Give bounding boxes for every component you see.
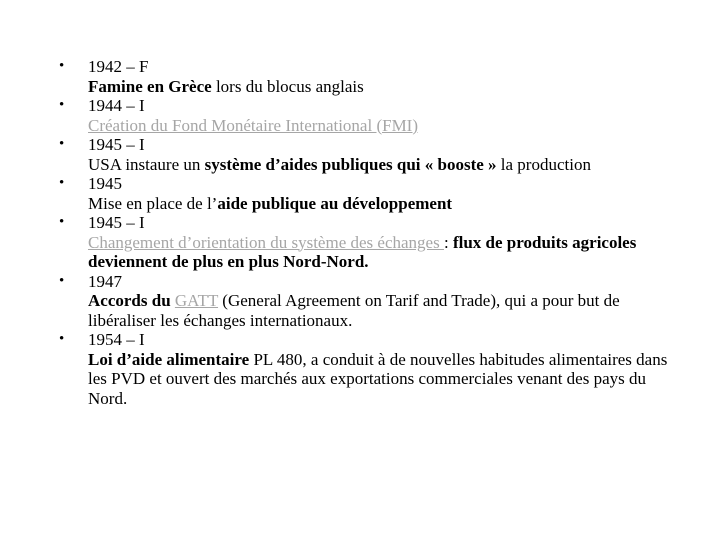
hyperlink[interactable]: GATT [174, 291, 219, 310]
timeline-date: 1944 – I [88, 96, 145, 115]
timeline-item [59, 96, 688, 135]
timeline-detail [88, 350, 688, 409]
plain-text: lors du blocus anglais [211, 76, 364, 96]
plain-text: la production [496, 154, 591, 174]
timeline-date: 1954 – I [88, 330, 145, 349]
bold-text: flux de produits agricoles deviennent de plus en plus Nord-Nord. [88, 232, 637, 271]
plain-text: : [443, 232, 453, 252]
plain-text: USA instaure un [88, 154, 205, 174]
timeline-bullet-list [59, 57, 688, 408]
timeline-date: 1945 – I [88, 135, 145, 154]
plain-text: (General Agreement on Tarif and Trade), qui a pour but de libéraliser les échanges internationaux. [88, 291, 620, 330]
bullet-icon: • [59, 136, 65, 152]
timeline-detail [88, 155, 688, 175]
timeline-detail [88, 233, 688, 272]
bold-text: aide publique au développement [217, 193, 453, 213]
timeline-detail [88, 291, 688, 330]
timeline-detail [88, 116, 688, 136]
timeline-item [59, 330, 688, 408]
bullet-icon: • [59, 272, 65, 289]
bullet-icon: • [59, 58, 65, 74]
bullet-icon: • [59, 175, 65, 191]
bullet-icon: • [59, 97, 65, 113]
bold-text: Famine en Grèce [88, 76, 212, 96]
timeline-item [59, 57, 688, 96]
timeline-date: 1945 [88, 174, 122, 193]
timeline-detail [88, 77, 688, 97]
timeline-date: 1947 [88, 271, 122, 291]
timeline-date: 1945 – I [88, 213, 145, 232]
hyperlink[interactable]: Changement d’orientation du système des échanges [88, 232, 444, 252]
hyperlink[interactable]: Création du Fond Monétaire International (FMI) [88, 115, 419, 135]
timeline-item [59, 174, 688, 213]
bold-text: Accords du [88, 291, 175, 310]
timeline-detail [88, 194, 688, 214]
timeline-item [59, 135, 688, 174]
timeline-item [59, 213, 688, 272]
bold-text: Loi d’aide alimentaire [88, 349, 250, 369]
plain-text: Mise en place de l’ [88, 193, 218, 213]
bullet-icon: • [59, 331, 65, 347]
bullet-icon: • [59, 214, 65, 230]
timeline-item [59, 271, 688, 331]
timeline-date: 1942 – F [88, 57, 149, 76]
bold-text: système d’aides publiques qui « booste » [204, 154, 497, 174]
plain-text: PL 480, a conduit à de nouvelles habitudes alimentaires dans les PVD et ouvert des marchés aux exportations commerciales venant des pays du Nord. [88, 349, 668, 408]
